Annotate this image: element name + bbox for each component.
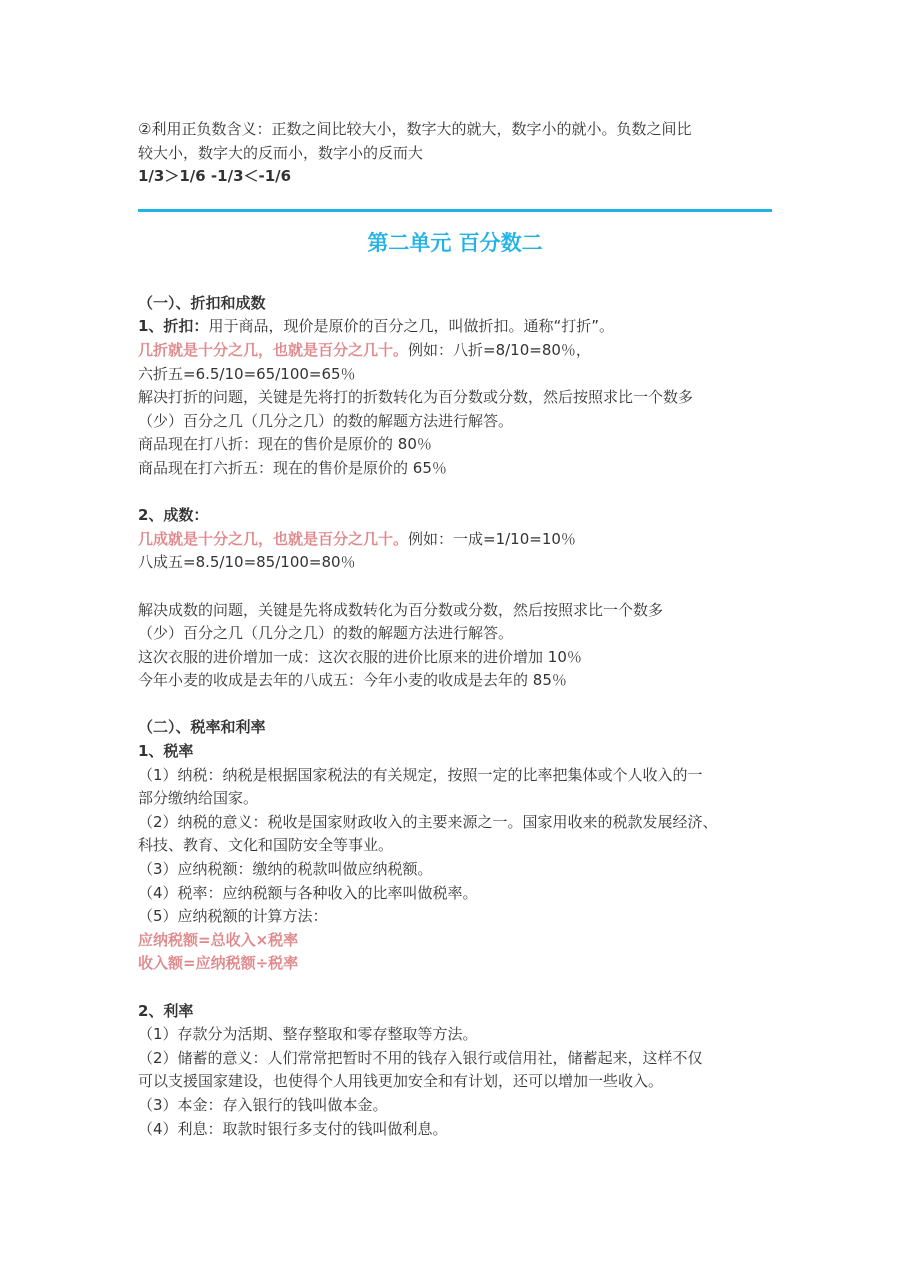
- spacer: [138, 693, 778, 717]
- tax-item2-line2: 科技、教育、文化和国防安全等事业。: [138, 836, 394, 855]
- chengshu-example2: 八成五=8.5/10=85/100=80％: [138, 553, 356, 572]
- discount-def-text: 用于商品，现价是原价的百分之几，叫做折扣。通称“打折”。: [208, 317, 614, 336]
- intro-paragraph-line1: ②利用正负数含义：正数之间比较大小，数字大的就大，数字小的就小。负数之间比: [138, 120, 692, 138]
- tax-formula2: 收入额=应纳税额÷税率: [138, 954, 299, 973]
- unit-title: 第二单元 百分数二: [367, 230, 543, 255]
- tax-item3: （3）应纳税额：缴纳的税款叫做应纳税额。: [138, 860, 433, 879]
- section2-heading: （二）、税率和利率: [138, 718, 266, 737]
- tax-item5: （5）应纳税额的计算方法：: [138, 907, 328, 926]
- interest-item1: （1）存款分为活期、整存整取和零存整取等方法。: [138, 1025, 478, 1044]
- tax-formula1: 应纳税额=总收入×税率: [138, 930, 299, 949]
- discount-highlight: 几折就是十分之几，也就是百分之几十。: [138, 340, 409, 359]
- discount-method-line2: （少）百分之几（几分之几）的数的解题方法进行解答。: [138, 411, 514, 430]
- interest-item3: （3）本金：存入银行的钱叫做本金。: [138, 1095, 388, 1114]
- chengshu-case1: 这次衣服的进价增加一成：这次衣服的进价比原来的进价增加 10％: [138, 647, 582, 666]
- tax-item1-line1: （1）纳税：纳税是根据国家税法的有关规定，按照一定的比率把集体或个人收入的一: [138, 765, 703, 784]
- tax-item4: （4）税率：应纳税额与各种收入的比率叫做税率。: [138, 883, 478, 902]
- discount-case2: 商品现在打六折五：现在的售价是原价的 65％: [138, 458, 447, 477]
- discount-example2: 六折五=6.5/10=65/100=65％: [138, 364, 356, 383]
- spacer: [138, 481, 778, 505]
- discount-case1: 商品现在打八折：现在的售价是原价的 80％: [138, 435, 432, 454]
- chengshu-method-line1: 解决成数的问题，关键是先将成数转化为百分数或分数，然后按照求比一个数多: [138, 600, 664, 619]
- chengshu-highlight: 几成就是十分之几，也就是百分之几十。: [138, 529, 409, 548]
- spacer: [138, 575, 778, 599]
- interest-item2-line1: （2）储蓄的意义：人们常常把暂时不用的钱存入银行或信用社，储蓄起来，这样不仅: [138, 1048, 703, 1067]
- chengshu-example1: 例如：一成=1/10=10％: [408, 529, 576, 548]
- interest-title: 2、利率: [138, 1001, 194, 1020]
- intro-paragraph-line2: 较大小，数字大的反而小，数字小的反而大: [138, 143, 424, 162]
- spacer: [138, 976, 778, 1000]
- document-page: [138, 118, 778, 1141]
- chengshu-case2: 今年小麦的收成是去年的八成五：今年小麦的收成是去年的 85％: [138, 671, 567, 690]
- chengshu-highlight-line: [138, 528, 778, 552]
- discount-highlight-line: [138, 339, 778, 363]
- discount-title: 1、折扣：: [138, 317, 209, 336]
- discount-definition: [138, 315, 778, 339]
- intro-example: 1/3＞1/6 -1/3＜-1/6: [138, 167, 292, 186]
- chengshu-title: 2、成数：: [138, 506, 209, 525]
- discount-example1: 例如：八折=8/10=80％，: [408, 340, 591, 359]
- tax-item2-line1: （2）纳税的意义：税收是国家财政收入的主要来源之一。国家用收来的税款发展经济、: [138, 812, 718, 831]
- tax-item1-line2: 部分缴纳给国家。: [138, 789, 259, 808]
- interest-item2-line2: 可以支援国家建设，也使得个人用钱更加安全和有计划，还可以增加一些收入。: [138, 1072, 664, 1091]
- interest-item4: （4）利息：取款时银行多支付的钱叫做利息。: [138, 1119, 448, 1138]
- discount-method-line1: 解决打折的问题，关键是先将打的折数转化为百分数或分数，然后按照求比一个数多: [138, 388, 694, 407]
- chengshu-method-line2: （少）百分之几（几分之几）的数的解题方法进行解答。: [138, 624, 514, 643]
- tax-title: 1、税率: [138, 742, 194, 761]
- section1-heading: （一）、折扣和成数: [138, 293, 266, 312]
- section-divider: [138, 209, 772, 212]
